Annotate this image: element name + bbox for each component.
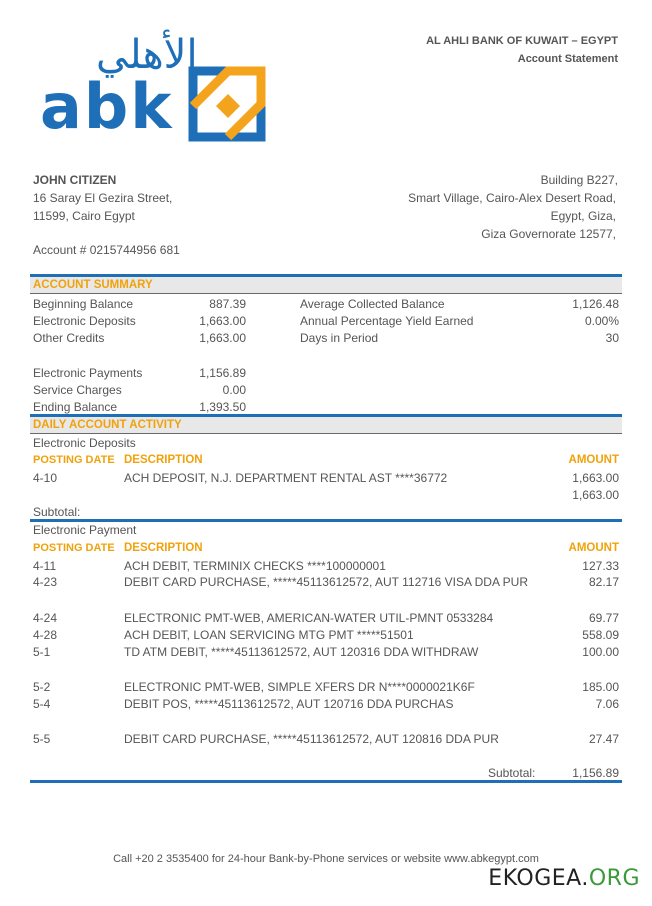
deposits-col-description: DESCRIPTION	[124, 454, 203, 466]
deposits-col-amount: AMOUNT	[568, 454, 619, 466]
deposits-col-posting-date: POSTING DATE	[33, 454, 115, 466]
payment-row-description: DEBIT CARD PURCHASE, *****45113612572, AUT 120816 DDA PUR	[124, 732, 499, 746]
payments-subtotal-amount: 1,156.89	[572, 766, 619, 780]
summary-header-rule	[30, 293, 622, 294]
payment-row-amount: 127.33	[582, 559, 619, 573]
payment-row-description: ELECTRONIC PMT-WEB, SIMPLE XFERS DR N****0000021K6F	[124, 680, 475, 694]
payment-row-description: DEBIT POS, *****45113612572, AUT 120716 DDA PURCHAS	[124, 697, 454, 711]
deposit-row-amount: 1,663.00	[572, 471, 619, 485]
payment-row-date: 4-23	[33, 575, 58, 589]
payments-heading: Electronic Payment	[33, 523, 137, 537]
payment-row-date: 4-24	[33, 611, 58, 625]
customer-address-line2: 11599, Cairo Egypt	[33, 209, 135, 223]
payment-row-amount: 100.00	[582, 645, 619, 659]
payment-row-amount: 185.00	[582, 680, 619, 694]
deposit-row-date: 4-10	[33, 471, 58, 485]
bank-address-line1: Building B227,	[540, 173, 618, 187]
summary-label-ending-balance: Ending Balance	[33, 400, 118, 414]
summary-value-apy-earned: 0.00%	[584, 314, 619, 328]
summary-label-service-charges: Service Charges	[33, 383, 122, 397]
customer-address-line1: 16 Saray El Gezira Street,	[33, 191, 173, 205]
bank-address-line4: Giza Governorate 12577,	[481, 227, 616, 241]
summary-value-electronic-deposits: 1,663.00	[199, 314, 246, 328]
payments-col-posting-date: POSTING DATE	[33, 542, 115, 554]
bank-address-line3: Egypt, Giza,	[550, 209, 616, 223]
watermark-part1: EKOGEA.	[488, 866, 589, 891]
deposit-row-description: ACH DEPOSIT, N.J. DEPARTMENT RENTAL AST ****36772	[124, 471, 448, 485]
payment-row-date: 5-2	[33, 680, 51, 694]
payment-row-description: ELECTRONIC PMT-WEB, AMERICAN-WATER UTIL-PMNT 0533284	[124, 611, 494, 625]
deposits-heading: Electronic Deposits	[33, 436, 136, 450]
summary-value-avg-collected-balance: 1,126.48	[572, 297, 619, 311]
summary-title: ACCOUNT SUMMARY	[33, 279, 153, 291]
payments-col-description: DESCRIPTION	[124, 542, 203, 554]
bank-name: AL AHLI BANK OF KUWAIT – EGYPT	[426, 35, 618, 47]
deposits-total-amount: 1,663.00	[572, 488, 619, 502]
logo-arabic-text: الأهلي	[96, 32, 198, 78]
summary-label-apy-earned: Annual Percentage Yield Earned	[300, 314, 474, 328]
payment-row-date: 4-28	[33, 628, 58, 642]
logo-square-icon	[188, 66, 266, 142]
payment-row-amount: 69.77	[588, 611, 619, 625]
payment-row-description: DEBIT CARD PURCHASE, *****45113612572, AUT 112716 VISA DDA PUR	[124, 575, 528, 589]
summary-label-days-in-period: Days in Period	[300, 331, 379, 345]
footer-contact: Call +20 2 3535400 for 24-hour Bank-by-Phone services or website www.abkegypt.com	[113, 853, 539, 865]
payments-bottom-rule	[30, 780, 622, 783]
summary-value-beginning-balance: 887.39	[209, 297, 246, 311]
payment-row-description: TD ATM DEBIT, *****45113612572, AUT 120316 DDA WITHDRAW	[124, 645, 479, 659]
summary-label-beginning-balance: Beginning Balance	[33, 297, 134, 311]
payment-row-date: 5-4	[33, 697, 51, 711]
customer-name: JOHN CITIZEN	[33, 173, 117, 187]
summary-value-days-in-period: 30	[605, 331, 619, 345]
payments-subtotal-label: Subtotal:	[488, 766, 536, 780]
abk-logo	[40, 32, 270, 148]
bank-address-line2: Smart Village, Cairo-Alex Desert Road,	[408, 191, 616, 205]
document-title: Account Statement	[517, 53, 618, 65]
logo-latin-text: abk	[40, 70, 174, 143]
watermark-part2: ORG	[588, 866, 640, 891]
payment-row-amount: 558.09	[582, 628, 619, 642]
deposits-subtotal-label: Subtotal:	[33, 505, 81, 519]
watermark	[488, 866, 640, 891]
payment-row-amount: 82.17	[588, 575, 619, 589]
summary-label-electronic-deposits: Electronic Deposits	[33, 314, 136, 328]
payments-col-amount: AMOUNT	[568, 542, 619, 554]
summary-label-other-credits: Other Credits	[33, 331, 105, 345]
summary-label-electronic-payments: Electronic Payments	[33, 366, 143, 380]
payment-row-date: 5-5	[33, 732, 51, 746]
summary-label-avg-collected-balance: Average Collected Balance	[300, 297, 445, 311]
payment-row-date: 5-1	[33, 645, 51, 659]
summary-value-ending-balance: 1,393.50	[199, 400, 246, 414]
payment-row-date: 4-11	[33, 559, 57, 573]
summary-value-other-credits: 1,663.00	[199, 331, 246, 345]
payment-row-description: ACH DEBIT, LOAN SERVICING MTG PMT *****51501	[124, 628, 414, 642]
payment-row-description: ACH DEBIT, TERMINIX CHECKS ****100000001	[124, 559, 386, 573]
summary-value-service-charges: 0.00	[222, 383, 246, 397]
activity-title: DAILY ACCOUNT ACTIVITY	[33, 419, 182, 431]
payments-top-rule	[30, 519, 622, 522]
payment-row-amount: 27.47	[588, 732, 619, 746]
account-number: Account # 0215744956 681	[33, 243, 180, 257]
summary-value-electronic-payments: 1,156.89	[199, 366, 246, 380]
payment-row-amount: 7.06	[595, 697, 619, 711]
activity-header-rule	[30, 433, 622, 434]
